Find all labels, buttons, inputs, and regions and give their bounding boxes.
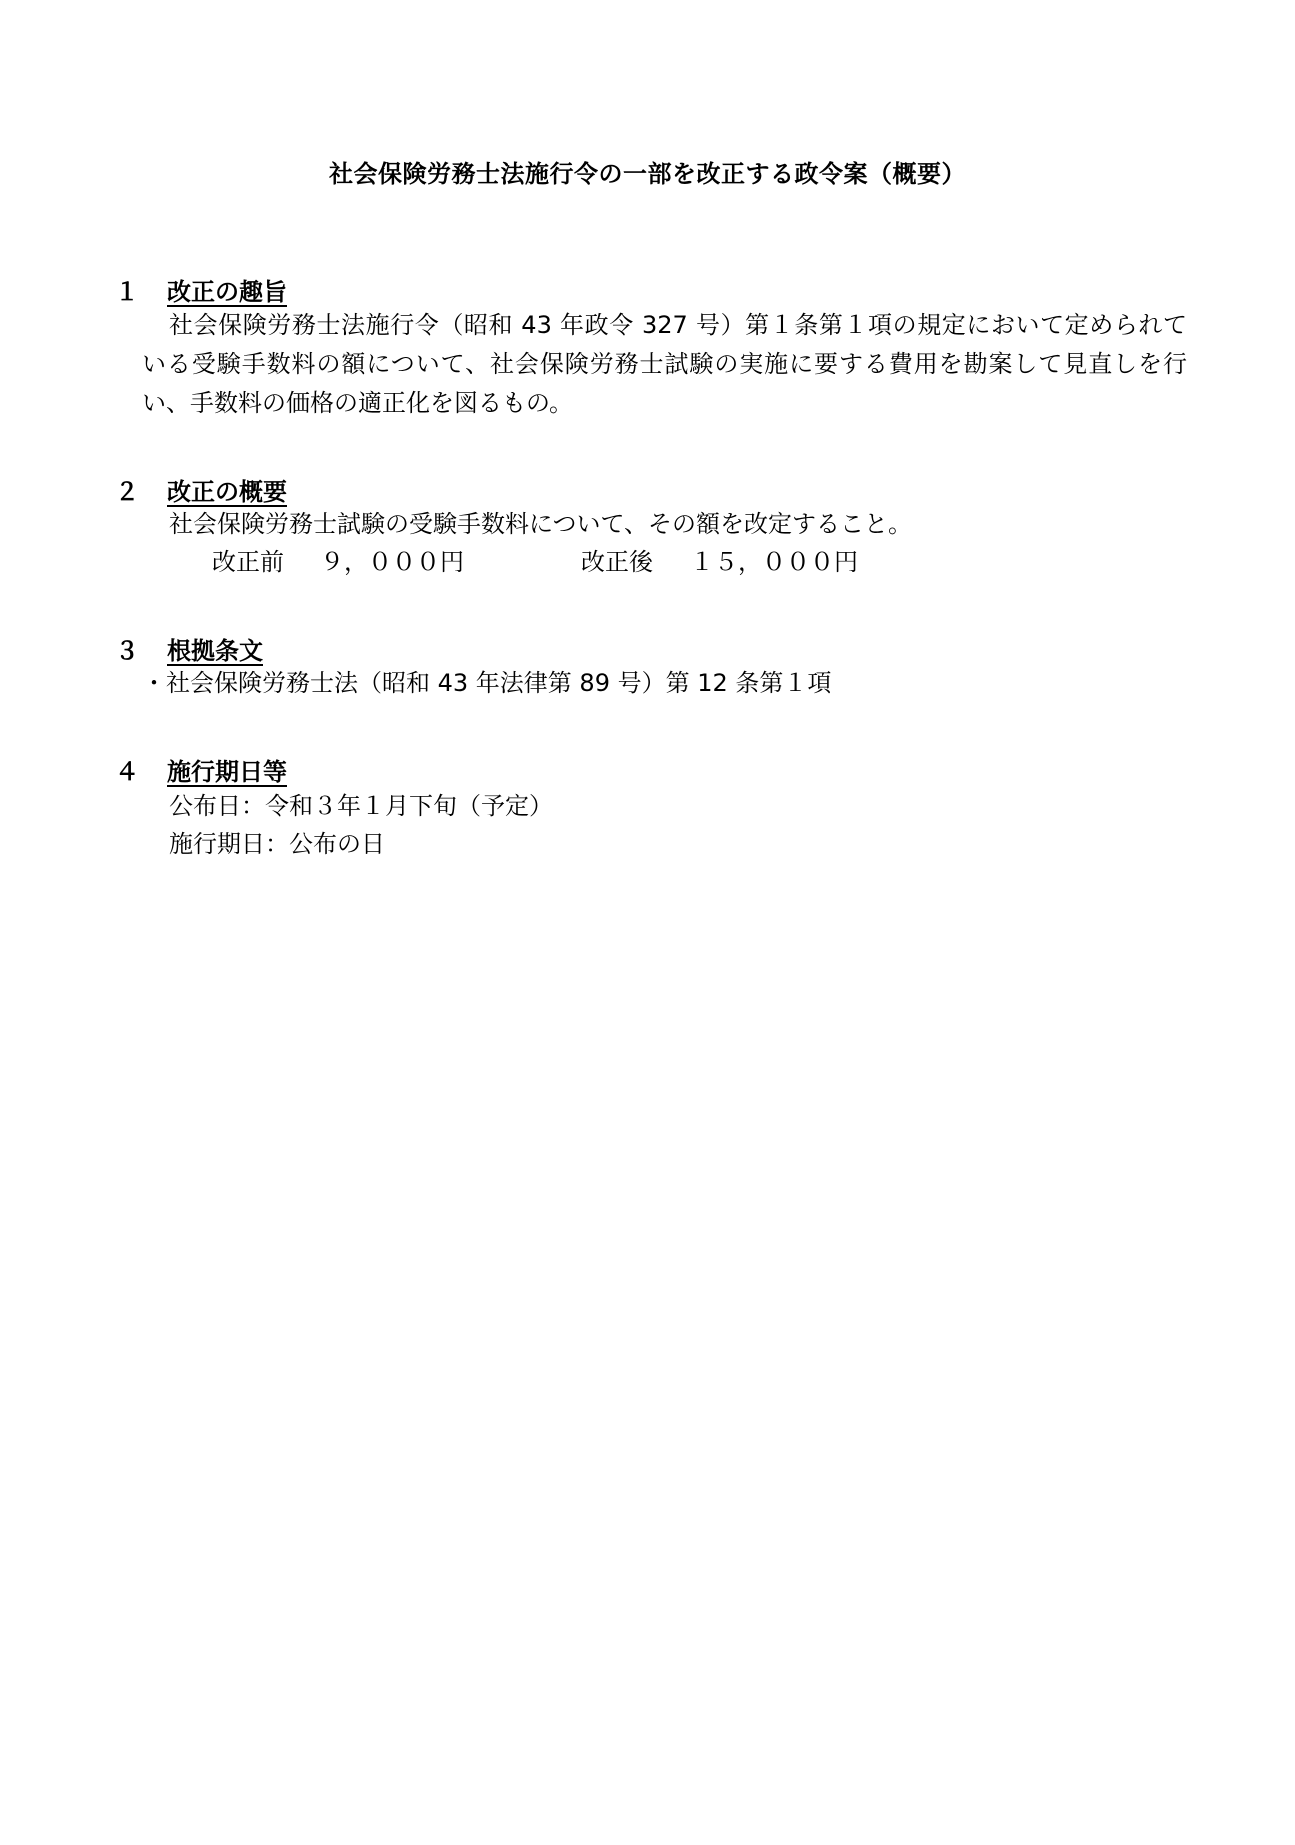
section-2-heading (115, 472, 287, 507)
section-1-body: 社会保険労務士法施行令（昭和 43 年政令 327 号）第１条第１項の規定において定められている受験手数料の額について、社会保険労務士試験の実施に要する費用を勘案して見直しを行い、手数料の価格の適正化を図るもの。 (142, 311, 1187, 417)
fee-after-value: １５，０００円 (690, 548, 858, 576)
section-4-line-2: 施行期日：公布の日 (169, 830, 385, 858)
section-4-title: 施行期日等 (167, 758, 287, 786)
fee-after-label: 改正後 (581, 548, 653, 576)
section-2-title: 改正の概要 (167, 478, 287, 506)
section-2-number: ２ (115, 478, 139, 506)
fee-before-value: ９，０００円 (320, 548, 464, 576)
section-4-line-1: 公布日：令和３年１月下旬（予定） (169, 792, 553, 820)
document-title: 社会保険労務士法施行令の一部を改正する政令案（概要） (329, 160, 966, 188)
fee-before-label: 改正前 (212, 548, 284, 576)
section-3-title: 根拠条文 (167, 637, 263, 665)
section-3-body: ・社会保険労務士法（昭和 43 年法律第 89 号）第 12 条第１項 (142, 669, 832, 697)
section-4-number: ４ (115, 758, 139, 786)
section-1-number: １ (115, 278, 139, 306)
section-1-title: 改正の趣旨 (167, 278, 287, 306)
section-1-heading (115, 272, 287, 307)
section-3-number: ３ (115, 637, 139, 665)
section-2-body: 社会保険労務士試験の受験手数料について、その額を改定すること。 (169, 510, 913, 538)
section-4-heading (115, 752, 287, 787)
section-3-heading (115, 631, 263, 666)
